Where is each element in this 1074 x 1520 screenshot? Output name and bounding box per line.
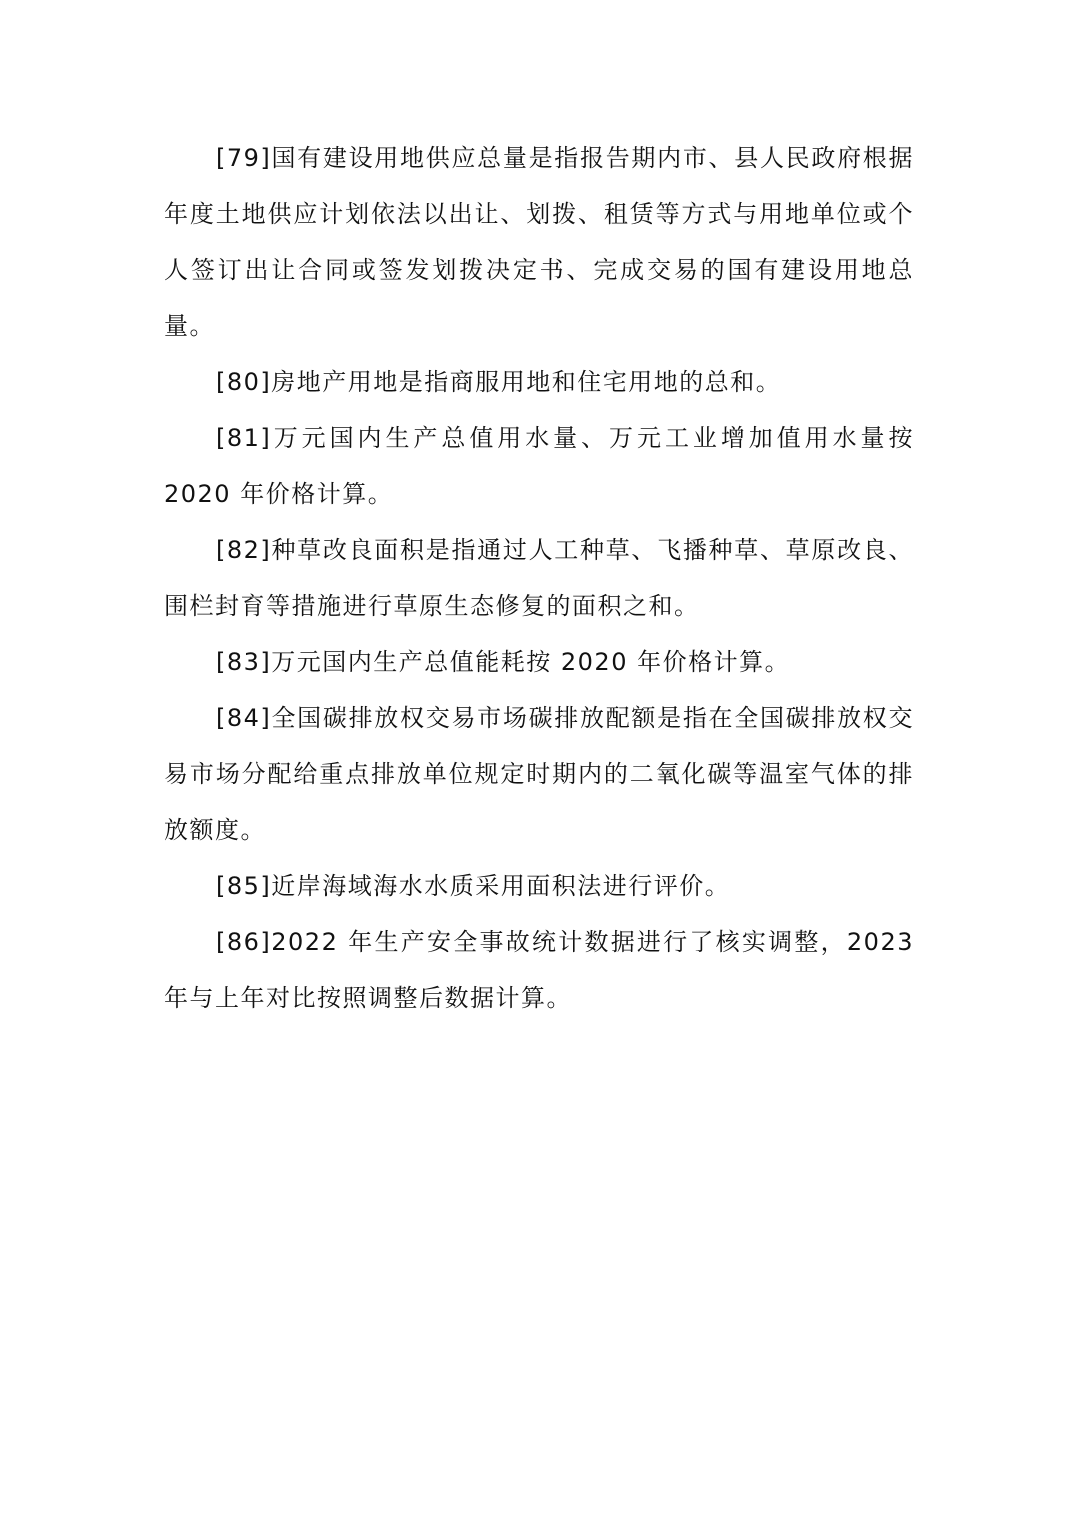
footnote-84: [84]全国碳排放权交易市场碳排放配额是指在全国碳排放权交易市场分配给重点排放单位规定时期内的二氧化碳等温室气体的排放额度。: [164, 704, 914, 844]
footnote-81: [81]万元国内生产总值用水量、万元工业增加值用水量按 2020 年价格计算。: [164, 424, 914, 508]
footnote-85: [85]近岸海域海水水质采用面积法进行评价。: [216, 872, 731, 900]
footnote-83: [83]万元国内生产总值能耗按 2020 年价格计算。: [216, 648, 791, 676]
footnote-86: [86]2022 年生产安全事故统计数据进行了核实调整，2023 年与上年对比按照调整后数据计算。: [164, 928, 914, 1012]
footnote-82: [82]种草改良面积是指通过人工种草、飞播种草、草原改良、围栏封育等措施进行草原生态修复的面积之和。: [164, 536, 914, 620]
footnote-79: [79]国有建设用地供应总量是指报告期内市、县人民政府根据年度土地供应计划依法以出让、划拨、租赁等方式与用地单位或个人签订出让合同或签发划拨决定书、完成交易的国有建设用地总量。: [164, 144, 914, 340]
footnotes-section: [164, 130, 914, 1026]
footnote-80: [80]房地产用地是指商服用地和住宅用地的总和。: [216, 368, 782, 396]
